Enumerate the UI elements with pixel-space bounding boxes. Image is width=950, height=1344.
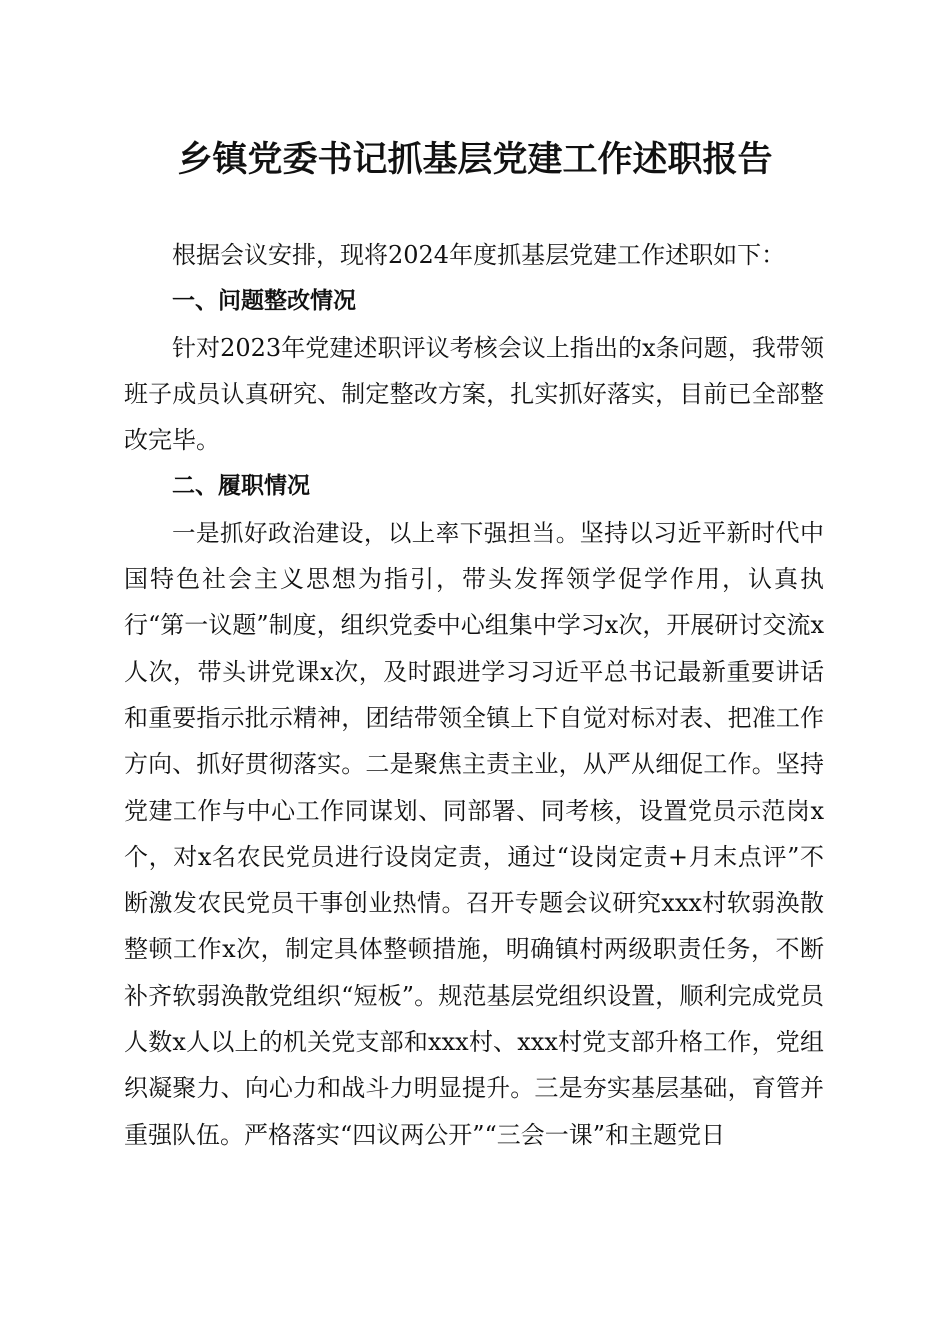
section-heading-duty-performance: 二、履职情况 [172, 473, 310, 500]
section-paragraph-duty-performance [124, 510, 824, 1158]
paragraph-lead-sentence: 一是抓好政治建设，以上率下强担当。 [172, 518, 580, 547]
section-heading-problem-rectification: 一、问题整改情况 [172, 288, 356, 315]
document-title: 乡镇党委书记抓基层党建工作述职报告 [177, 139, 773, 180]
paragraph-body-text: 坚持以习近平新时代中国特色社会主义思想为指引，带头发挥领学促学作用，认真执行“第一议题”制度，组织党委中心组集中学习x次，开展研讨交流x人次，带头讲党课x次，及时跟进学习习近平总书记最新重要讲话和重要指示批示精神，团结带领全镇上下自觉对标对表、把准工作方向、抓好贯彻落实。二是聚焦主责主业，从严从细促工作。坚持党建工作与中心工作同谋划、同部署、同考核，设置党员示范岗x个，对x名农民党员进行设岗定责，通过“设岗定责+月末点评”不断激发农民党员干事创业热情。召开专题会议研究xxx村软弱涣散整顿工作x次，制定具体整顿措施，明确镇村两级职责任务，不断补齐软弱涣散党组织“短板”。规范基层党组织设置，顺利完成党员人数x人以上的机关党支部和xxx村、xxx村党支部升格工作，党组织凝聚力、向心力和战斗力明显提升。三是夯实基层基础，育管并重强队伍。严格落实“四议两公开”“三会一课”和主题党日 [124, 518, 825, 1149]
section-paragraph-problem-rectification: 针对2023年党建述职评议考核会议上指出的x条问题，我带领班子成员认真研究、制定整改方案，扎实抓好落实，目前已全部整改完毕。 [124, 333, 824, 455]
document-body [124, 232, 824, 1158]
intro-paragraph: 根据会议安排，现将2024年度抓基层党建工作述职如下： [172, 241, 786, 269]
